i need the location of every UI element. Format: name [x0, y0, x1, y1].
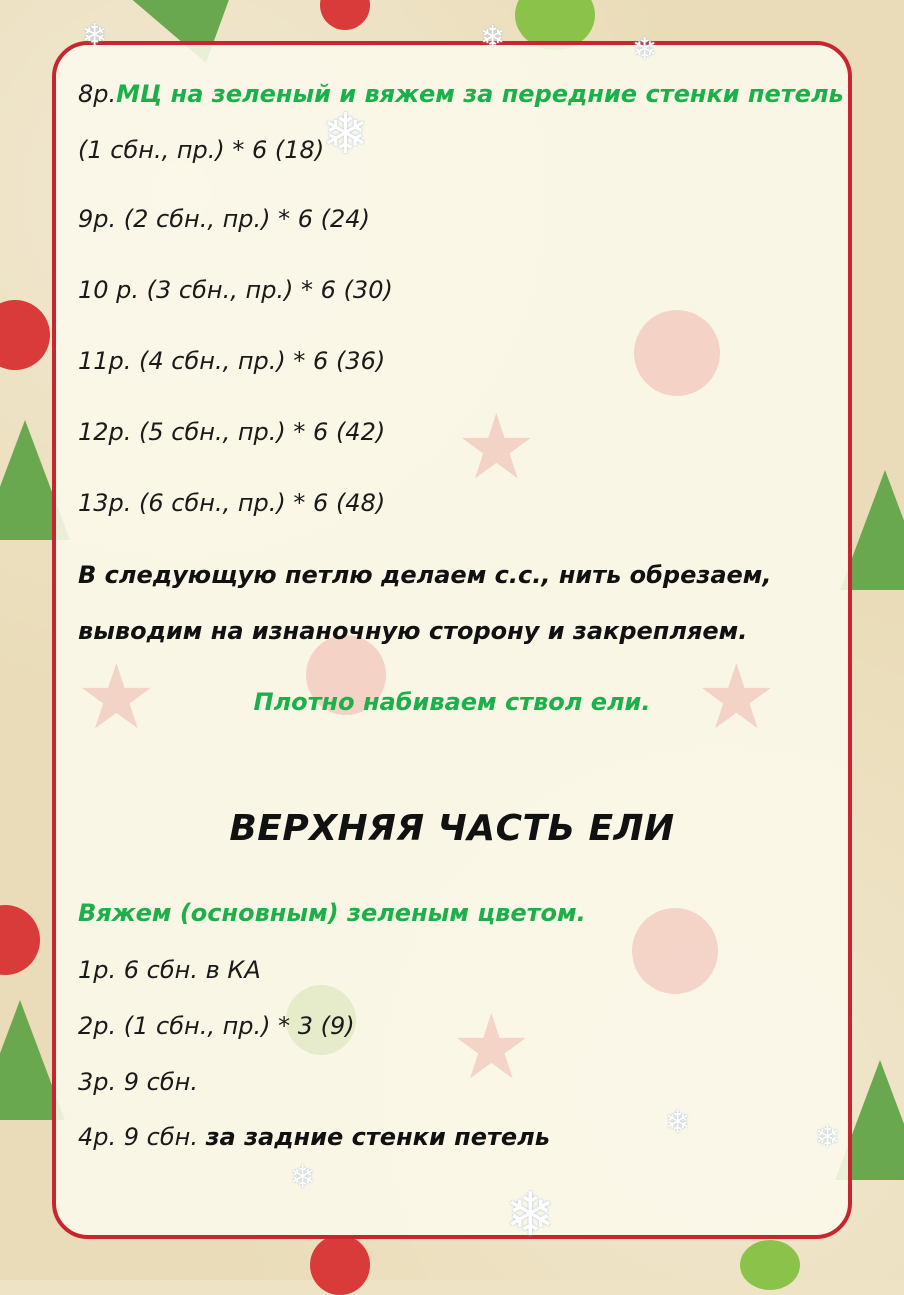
row-10: 10 р. (3 сбн., пр.) * 6 (30)	[78, 276, 393, 304]
finish-line-1: В следующую петлю делаем с.с., нить обрезаем,	[78, 561, 772, 589]
ornament-ball-icon	[632, 908, 718, 994]
ornament-ball-icon	[740, 1240, 800, 1290]
snowflake-icon: ❄	[505, 1180, 556, 1250]
top-row-3: 3р. 9 сбн.	[78, 1068, 198, 1096]
section-title: ВЕРХНЯЯ ЧАСТЬ ЕЛИ	[229, 808, 675, 849]
stuffing-note: Плотно набиваем ствол ели.	[253, 688, 651, 716]
finish-line-2: выводим на изнаночную сторону и закрепляем.	[78, 617, 748, 645]
row-11: 11р. (4 сбн., пр.) * 6 (36)	[78, 347, 386, 375]
top-row-2: 2р. (1 сбн., пр.) * 3 (9)	[78, 1012, 355, 1040]
top-row-4	[78, 1123, 550, 1151]
row-12: 12р. (5 сбн., пр.) * 6 (42)	[78, 418, 386, 446]
snowflake-icon: ❄	[665, 1105, 691, 1140]
star-icon: ★	[456, 395, 537, 500]
snowflake-icon: ❄	[322, 102, 369, 167]
row-8-instruction: МЦ на зеленый и вяжем за передние стенки петель	[116, 80, 844, 108]
top-row-1: 1р. 6 сбн. в КА	[78, 956, 261, 984]
ornament-ball-icon	[0, 300, 50, 370]
ornament-ball-icon	[634, 310, 720, 396]
ornament-ball-icon	[310, 1235, 370, 1295]
star-icon: ★	[696, 645, 777, 750]
row-13: 13р. (6 сбн., пр.) * 6 (48)	[78, 489, 386, 517]
row-8-prefix: 8р.	[78, 80, 117, 108]
snowflake-icon: ❄	[480, 20, 506, 55]
top-row-4-bold: за задние стенки петель	[205, 1123, 550, 1151]
ornament-ball-icon	[0, 905, 40, 975]
ornament-ball-icon	[320, 0, 370, 30]
row-9: 9р. (2 сбн., пр.) * 6 (24)	[78, 205, 370, 233]
snowflake-icon: ❄	[815, 1120, 841, 1155]
star-icon: ★	[451, 995, 532, 1100]
snowflake-icon: ❄	[632, 32, 658, 67]
top-row-4-prefix: 4р. 9 сбн.	[78, 1123, 206, 1151]
row-8	[78, 80, 844, 108]
snowflake-icon: ❄	[290, 1160, 316, 1195]
section-subtitle: Вяжем (основным) зеленым цветом.	[78, 899, 586, 927]
snowflake-icon: ❄	[82, 18, 108, 53]
row-8-pattern: (1 сбн., пр.) * 6 (18)	[78, 136, 325, 164]
star-icon: ★	[76, 645, 157, 750]
